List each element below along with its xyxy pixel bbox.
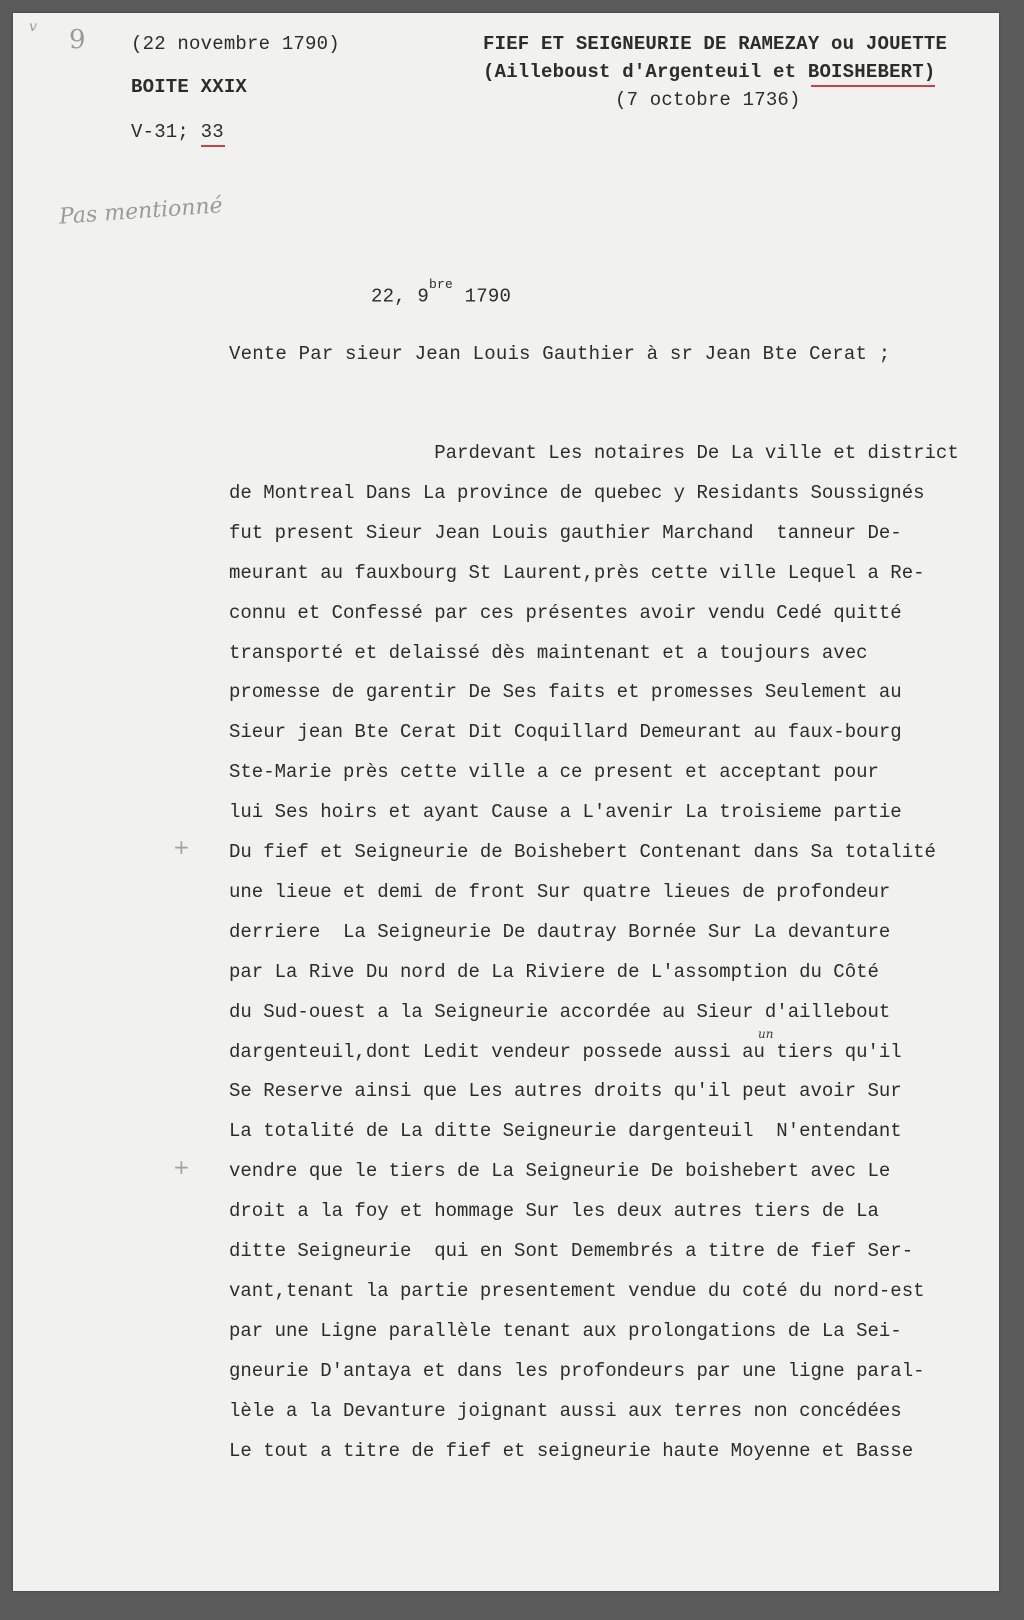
- body-line: Pardevant Les notaires De La ville et district: [229, 442, 959, 464]
- body-line: promesse de garentir De Ses faits et promesses Seulement au: [229, 681, 902, 704]
- body-line: meurant au fauxbourg St Laurent,près cette ville Lequel a Re-: [229, 561, 925, 584]
- body-line: droit a la foy et hommage Sur les deux autres tiers de La: [229, 1200, 879, 1223]
- body-line: par une Ligne parallèle tenant aux prolongations de La Sei-: [229, 1319, 902, 1342]
- header-reference: V-31; 33: [131, 121, 224, 143]
- subject-line: Vente Par sieur Jean Louis Gauthier à sr Jean Bte Cerat ;: [229, 343, 891, 365]
- body-line: de Montreal Dans La province de quebec y Residants Soussignés: [229, 481, 925, 504]
- body-line: fut present Sieur Jean Louis gauthier Marchand tanneur De-: [229, 521, 902, 544]
- body-line: lui Ses hoirs et ayant Cause a L'avenir La troisieme partie: [229, 801, 902, 824]
- body-line: du Sud-ouest a la Seigneurie accordée au Sieur d'aillebout: [229, 1000, 891, 1023]
- pencil-mark-v: v: [29, 19, 37, 35]
- body-line: Ste-Marie près cette ville a ce present et acceptant pour: [229, 761, 879, 784]
- body-line: derriere La Seigneurie De dautray Bornée Sur La devanture: [229, 920, 891, 943]
- boishebert-red-underline: [811, 85, 935, 87]
- header-title-line3: (7 octobre 1736): [615, 89, 801, 111]
- dateline-month: 9: [417, 285, 430, 308]
- body-line: une lieue et demi de front Sur quatre lieues de profondeur: [229, 880, 891, 903]
- body-line: connu et Confessé par ces présentes avoir vendu Cedé quitté: [229, 601, 902, 624]
- margin-plus-mark-1: +: [173, 835, 190, 859]
- body-line: transporté et delaissé dès maintenant et a toujours avec: [229, 641, 868, 664]
- body-line: Le tout a titre de fief et seigneurie haute Moyenne et Basse: [229, 1439, 914, 1462]
- document-page: [13, 13, 999, 1591]
- dateline-month-sup: bre: [429, 277, 454, 292]
- reference-red-underline: [201, 145, 225, 147]
- margin-plus-mark-2: +: [173, 1155, 190, 1179]
- dateline-year: 1790: [464, 285, 512, 308]
- dateline: [371, 277, 512, 308]
- header-title-line2: (Ailleboust d'Argenteuil et BOISHEBERT): [483, 61, 936, 83]
- body-line: lèle a la Devanture joignant aussi aux terres non concédées: [229, 1399, 902, 1422]
- pencil-note: Pas mentionné: [58, 193, 224, 230]
- body-line: Sieur jean Bte Cerat Dit Coquillard Demeurant au faux-bourg: [229, 721, 902, 744]
- body-line: par La Rive Du nord de La Riviere de L'assomption du Côté: [229, 960, 879, 983]
- dateline-day: 22,: [371, 285, 406, 308]
- header-title-line1: FIEF ET SEIGNEURIE DE RAMEZAY ou JOUETTE: [483, 33, 948, 55]
- interlinear-correction: un: [758, 1027, 774, 1041]
- body-line: vendre que le tiers de La Seigneurie De boishebert avec Le: [229, 1160, 891, 1183]
- body-line: La totalité de La ditte Seigneurie dargenteuil N'entendant: [229, 1120, 902, 1143]
- body-line: dargenteuil,dont Ledit vendeur possede aussi au tiers qu'il: [229, 1040, 902, 1063]
- header-date: (22 novembre 1790): [131, 33, 340, 55]
- header-box: BOITE XXIX: [131, 76, 248, 98]
- body-line: ditte Seigneurie qui en Sont Demembrés a titre de fief Ser-: [229, 1240, 914, 1262]
- folio-number: 9: [69, 25, 86, 55]
- body-line: vant,tenant la partie presentement vendue du coté du nord-est: [229, 1279, 925, 1302]
- body-line: Se Reserve ainsi que Les autres droits qu'il peut avoir Sur: [229, 1080, 902, 1103]
- body-line: Du fief et Seigneurie de Boishebert Contenant dans Sa totalité: [229, 841, 936, 863]
- body-line: gneurie D'antaya et dans les profondeurs par une ligne paral-: [229, 1359, 925, 1382]
